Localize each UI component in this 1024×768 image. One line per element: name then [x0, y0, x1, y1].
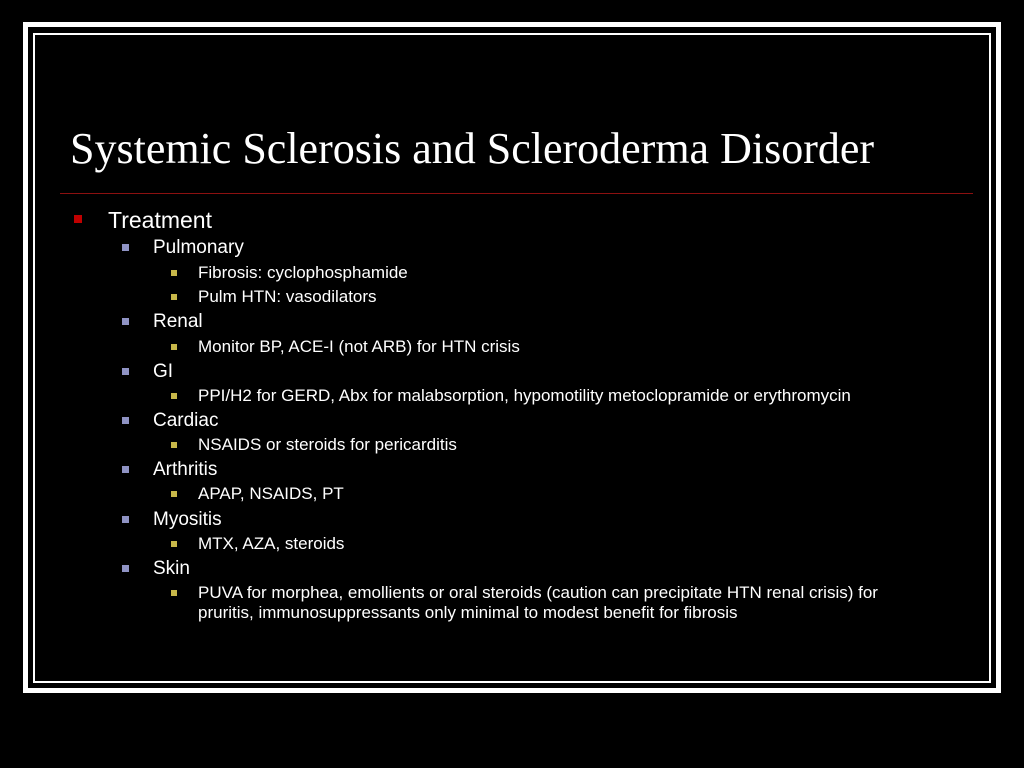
section-label: GI	[153, 361, 174, 382]
list-item-text: PUVA for morphea, emollients or oral steroids (caution can precipitate HTN renal crisis) for pruritis, immunosuppressants only minimal to modest benefit for fibrosis	[198, 583, 878, 622]
square-bullet-icon	[122, 565, 129, 572]
list-item-text: NSAIDS or steroids for pericarditis	[198, 435, 457, 454]
list-item	[198, 386, 851, 406]
square-bullet-icon	[171, 294, 177, 300]
section-gi	[153, 361, 173, 383]
square-bullet-icon	[171, 344, 177, 350]
square-bullet-icon	[122, 318, 129, 325]
section-arthritis	[153, 459, 217, 481]
list-item	[198, 337, 520, 357]
section-label: Arthritis	[153, 459, 218, 480]
square-bullet-icon	[122, 244, 129, 251]
square-bullet-icon	[74, 215, 82, 223]
square-bullet-icon	[171, 491, 177, 497]
list-item-text: Fibrosis: cyclophosphamide	[198, 263, 408, 282]
outline-heading-text: Treatment	[108, 207, 212, 233]
outline-heading	[108, 207, 212, 233]
list-item	[198, 435, 457, 455]
square-bullet-icon	[171, 393, 177, 399]
section-label: Pulmonary	[153, 237, 244, 258]
section-label: Cardiac	[153, 410, 219, 431]
square-bullet-icon	[171, 270, 177, 276]
square-bullet-icon	[122, 368, 129, 375]
square-bullet-icon	[171, 541, 177, 547]
list-item	[198, 583, 938, 623]
square-bullet-icon	[171, 590, 177, 596]
section-skin	[153, 558, 190, 580]
list-item-text: MTX, AZA, steroids	[198, 534, 345, 553]
section-label: Skin	[153, 558, 190, 579]
slide-title: Systemic Sclerosis and Scleroderma Disorder	[70, 124, 875, 173]
section-myositis	[153, 509, 222, 531]
list-item	[198, 534, 344, 554]
section-renal	[153, 311, 203, 333]
square-bullet-icon	[122, 417, 129, 424]
square-bullet-icon	[122, 466, 129, 473]
list-item-text: Monitor BP, ACE-I (not ARB) for HTN crisis	[198, 337, 520, 356]
section-label: Renal	[153, 311, 203, 332]
section-cardiac	[153, 410, 218, 432]
list-item-text: APAP, NSAIDS, PT	[198, 484, 344, 503]
square-bullet-icon	[122, 516, 129, 523]
list-item	[198, 287, 377, 307]
list-item	[198, 484, 344, 504]
section-label: Myositis	[153, 509, 222, 530]
square-bullet-icon	[171, 442, 177, 448]
section-pulmonary	[153, 237, 244, 259]
list-item-text: Pulm HTN: vasodilators	[198, 287, 377, 306]
list-item	[198, 263, 408, 283]
list-item-text: PPI/H2 for GERD, Abx for malabsorption, hypomotility metoclopramide or erythromycin	[198, 386, 851, 405]
